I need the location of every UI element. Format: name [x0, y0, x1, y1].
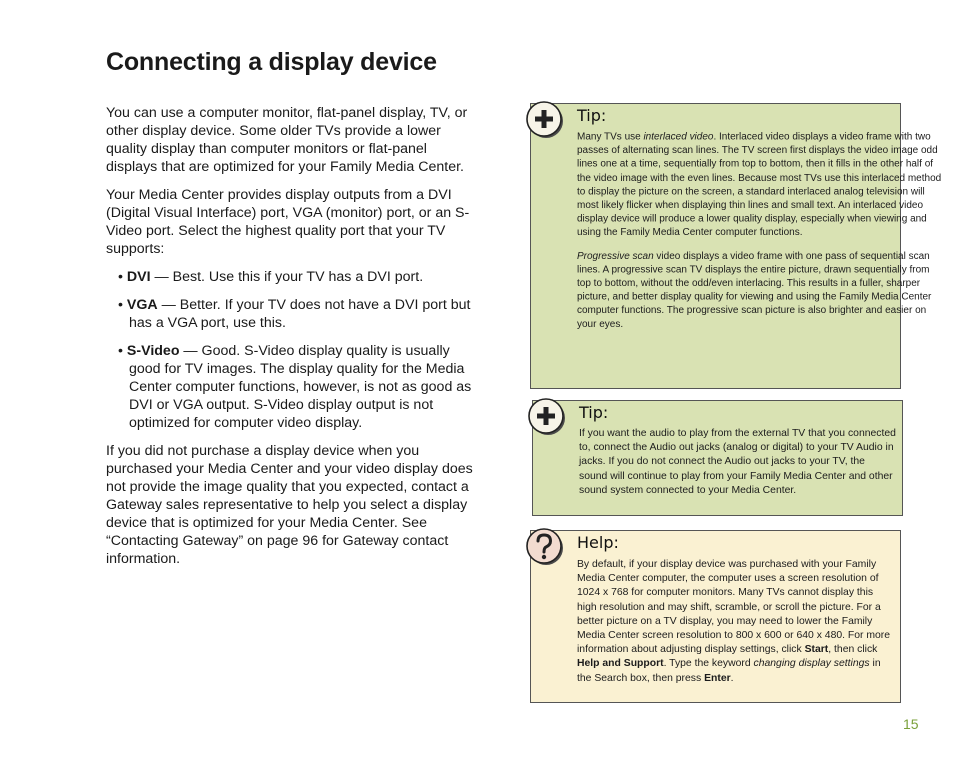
plus-icon	[527, 397, 567, 437]
help-heading: Help:	[577, 533, 619, 552]
list-item: • DVI — Best. Use this if your TV has a DVI port.	[118, 269, 424, 285]
tip-box-interlaced	[530, 103, 942, 389]
list-item: • VGA — Better. If your TV does not have a DVI port but has a VGA port, use this.	[118, 297, 471, 331]
tip-text: If you want the audio to play from the external TV that you connected to, connect the Audio out jacks (analog or digital) to your TV Audio in jacks. If you do not connect the Audio out jacks to your TV, the sound will continue to play from your Family Media Center and other sound system connected to your Media Center.	[579, 428, 896, 496]
list-item: • S-Video — Good. S-Video display quality is usually good for TV images. The display quality for the Media Center computer functions, however, is not as good as DVI or VGA output. S-Video display output is not optimized for computer video display.	[118, 343, 472, 431]
bullet-term: VGA	[126, 297, 158, 313]
bullet-text: — Best. Use this if your TV has a DVI port.	[150, 269, 424, 285]
bullet-term: DVI	[126, 269, 151, 285]
help-text: By default, if your display device was purchased with your Family Media Center computer, the computer uses a screen resolution of 1024 x 768 for computer monitors. Many TVs cannot display this high resolution and may shift, scramble, or scroll the picture. For a better picture on a TV display, you may need to lower the Family Media Center screen resolution to 800 x 600 or 640 x 480. For more information about adjusting display settings, click Start, then click Help and Support. Type the keyword changing display settings in the Search box, then press Enter.	[577, 559, 891, 684]
help-box-resolution	[530, 530, 901, 703]
tip-box-audio	[532, 400, 903, 516]
purchase-paragraph: If you did not purchase a display device when you purchased your Media Center and your video display does not provide the image quality that you expected, contact a Gateway sales representative to help you select a display device that is optimized for your Media Center. See “Contacting Gateway” on page 96 for Gateway contact information.	[106, 443, 473, 567]
page-number: 15	[903, 716, 919, 732]
body-text	[106, 104, 478, 578]
tip-heading: Tip:	[579, 403, 609, 422]
bullet-text: — Better. If your TV does not have a DVI port but has a VGA port, use this.	[129, 297, 471, 331]
intro-paragraph: You can use a computer monitor, flat-panel display, TV, or other display device. Some older TVs provide a lower quality display than computer monitors or flat-panel displays that are optimized for your Family Media Center.	[106, 105, 468, 175]
page-title: Connecting a display device	[106, 48, 437, 76]
question-icon	[525, 527, 565, 567]
bullet-term: S-Video	[126, 343, 180, 359]
plus-icon	[525, 100, 565, 140]
ports-paragraph: Your Media Center provides display outputs from a DVI (Digital Visual Interface) port, VGA (monitor) port, or an S-Video port. Select the highest quality port that your TV supports:	[106, 187, 470, 257]
bullet-text: — Good. S-Video display quality is usually good for TV images. The display quality for the Media Center computer functions, however, is not as good as DVI or VGA output. S-Video display output is not optimized for computer video display.	[129, 343, 472, 431]
tip-text: Many TVs use interlaced video. Interlaced video displays a video frame with two passes of alternating scan lines. The TV screen first displays the video image odd lines one at a time, sequentially from top to bottom, then it fills in the other half of the video image with the even lines. Because most TVs use this interlaced method to display the picture on the screen, a standard interlaced analog television will most likely flicker when displaying thin lines and small text. An interlaced video display device will produce a lower quality display, especially when viewing and using the Family Media Center computer functions. Progressive scan video displays a video frame with one pass of sequential scan lines. A progressive scan TV displays the entire picture, drawn sequentially from top to bottom, without the odd/even interlacing. This results in a fuller, sharper picture, and better display quality for viewing and using the Family Media Center computer functions. The progressive scan picture is also brighter and easier on your eyes.	[577, 131, 942, 330]
tip-heading: Tip:	[577, 106, 607, 125]
port-list	[106, 268, 478, 432]
